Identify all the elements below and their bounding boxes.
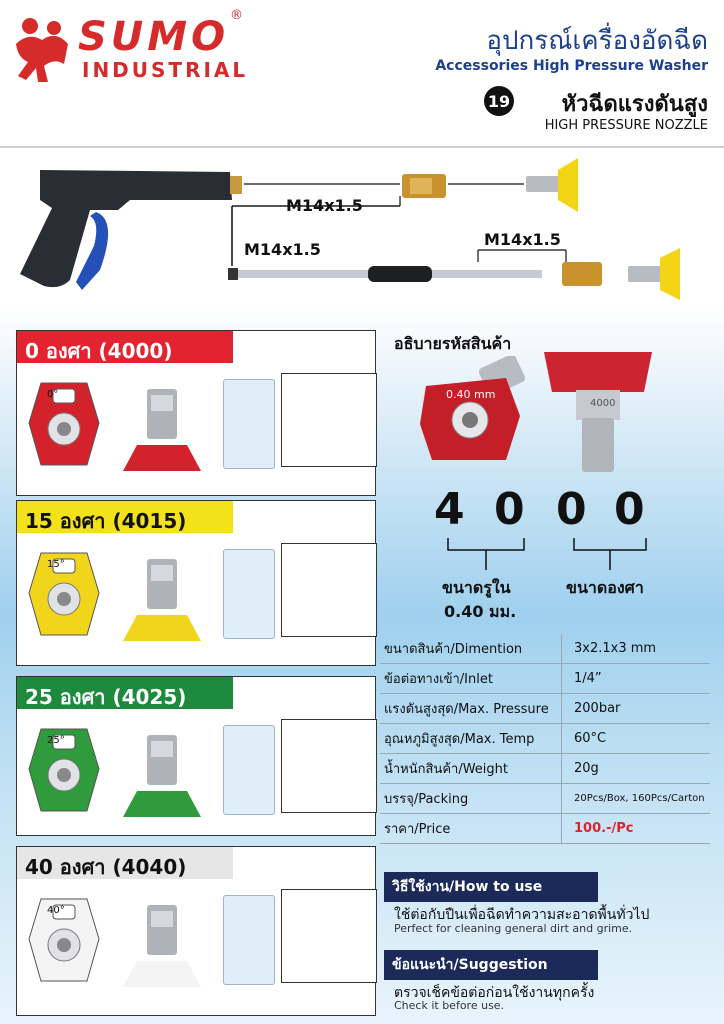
spec-key: ข้อต่อทางเข้า/Inlet bbox=[380, 664, 562, 693]
quick-coupler-icon-2 bbox=[562, 262, 602, 286]
spec-key: อุณหภูมิสูงสุด/Max. Temp bbox=[380, 724, 562, 753]
brand-sub: INDUSTRIAL bbox=[82, 58, 249, 82]
dimension-label-3: M14x1.5 bbox=[484, 230, 561, 249]
package-icon bbox=[223, 549, 275, 639]
sumo-wrestler-logo bbox=[8, 14, 74, 84]
nozzle-box-0 bbox=[16, 330, 376, 496]
model-thai: หัวฉีดแรงดันสูง bbox=[561, 92, 708, 117]
nozzle-side-thumb-icon bbox=[117, 385, 207, 475]
dimension-label-2: M14x1.5 bbox=[244, 240, 321, 259]
spec-value: 20Pcs/Box, 160Pcs/Carton bbox=[574, 793, 705, 804]
nozzle-yellow-icon bbox=[526, 158, 578, 212]
dimension-label-1: M14x1.5 bbox=[286, 196, 363, 215]
nozzle-yellow-icon-2 bbox=[628, 248, 680, 300]
degree-note: ขนาดองศา bbox=[566, 578, 644, 597]
orifice-note: ขนาดรูใน bbox=[442, 578, 511, 597]
spec-table bbox=[380, 634, 710, 844]
package-icon bbox=[223, 379, 275, 469]
nozzle-side-thumb-icon bbox=[117, 731, 207, 821]
suggest-thai: ตรวจเช็คข้อต่อก่อนใช้งานทุกครั้ง bbox=[394, 985, 595, 1001]
spec-row bbox=[380, 754, 710, 784]
spray-pattern-icon bbox=[281, 719, 377, 813]
spec-row bbox=[380, 784, 710, 814]
nozzle-label: 25 องศา (4025) bbox=[17, 677, 233, 709]
spec-row bbox=[380, 664, 710, 694]
nozzle-box-2 bbox=[16, 676, 376, 836]
nozzle-degree-label: 25° bbox=[47, 735, 65, 746]
suggest-english: Check it before use. bbox=[394, 999, 505, 1012]
nozzle-box-1 bbox=[16, 500, 376, 666]
spec-key: บรรจุ/Packing bbox=[380, 784, 562, 813]
side-code-label: 4000 bbox=[590, 398, 616, 409]
lance-icon bbox=[228, 266, 542, 282]
nozzle-side-thumb-icon bbox=[117, 555, 207, 645]
spec-value: 20g bbox=[574, 761, 599, 776]
registered-mark: ® bbox=[230, 8, 243, 23]
nozzle-degree-label: 40° bbox=[47, 905, 65, 916]
spray-pattern-icon bbox=[281, 373, 377, 467]
code-digit-1: 4 bbox=[434, 484, 465, 535]
nozzle-box-3 bbox=[16, 846, 376, 1016]
spec-row bbox=[380, 634, 710, 664]
suggest-title: ข้อแนะนำ/Suggestion bbox=[384, 950, 598, 980]
nozzle-label: 0 องศา (4000) bbox=[17, 331, 233, 363]
nozzle-label: 40 องศา (4040) bbox=[17, 847, 233, 879]
spec-key: แรงดันสูงสุด/Max. Pressure bbox=[380, 694, 562, 723]
spec-value: 3x2.1x3 mm bbox=[574, 641, 657, 656]
header-divider bbox=[0, 146, 724, 148]
code-digit-2: 0 bbox=[494, 484, 525, 535]
spec-key: น้ำหนักสินค้า/Weight bbox=[380, 754, 562, 783]
title-english: Accessories High Pressure Washer bbox=[435, 58, 708, 74]
spray-gun-icon bbox=[20, 170, 242, 290]
item-number-badge: 19 bbox=[484, 86, 514, 116]
code-bracket-lines bbox=[440, 534, 660, 574]
code-digit-3: 0 bbox=[556, 484, 587, 535]
spray-pattern-icon bbox=[281, 543, 377, 637]
nozzle-degree-label: 15° bbox=[47, 559, 65, 570]
orifice-note-size: 0.40 มม. bbox=[444, 602, 517, 621]
spray-pattern-icon bbox=[281, 889, 377, 983]
quick-coupler-icon bbox=[402, 174, 446, 198]
title-thai: อุปกรณ์เครื่องอัดฉีด bbox=[486, 26, 708, 56]
spec-key: ราคา/Price bbox=[380, 814, 562, 843]
spec-value: 100.-/Pc bbox=[574, 821, 634, 836]
gun-diagram bbox=[0, 150, 724, 310]
code-heading: อธิบายรหัสสินค้า bbox=[394, 334, 512, 353]
spec-value: 200bar bbox=[574, 701, 621, 716]
spec-row bbox=[380, 814, 710, 844]
nozzle-side-icon bbox=[540, 348, 656, 474]
orifice-size-label: 0.40 mm bbox=[446, 388, 496, 401]
nozzle-face-icon bbox=[27, 377, 101, 471]
nozzle-degree-label: 0° bbox=[47, 389, 59, 400]
nozzle-label: 15 องศา (4015) bbox=[17, 501, 233, 533]
spec-value: 1/4” bbox=[574, 671, 602, 686]
howto-thai: ใช้ต่อกับปืนเพื่อฉีดทำความสะอาดพื้นทั่วไป bbox=[394, 907, 650, 923]
brand-name: SUMO bbox=[78, 14, 230, 60]
howto-english: Perfect for cleaning general dirt and grime. bbox=[394, 922, 633, 935]
package-icon bbox=[223, 895, 275, 985]
spec-row bbox=[380, 694, 710, 724]
nozzle-side-thumb-icon bbox=[117, 901, 207, 991]
code-digit-4: 0 bbox=[614, 484, 645, 535]
spec-value: 60°C bbox=[574, 731, 607, 746]
model-english: HIGH PRESSURE NOZZLE bbox=[544, 118, 708, 133]
howto-title: วิธีใช้งาน/How to use bbox=[384, 872, 598, 902]
spec-key: ขนาดสินค้า/Dimention bbox=[380, 634, 562, 663]
package-icon bbox=[223, 725, 275, 815]
nozzle-front-icon bbox=[416, 356, 532, 466]
spec-row bbox=[380, 724, 710, 754]
